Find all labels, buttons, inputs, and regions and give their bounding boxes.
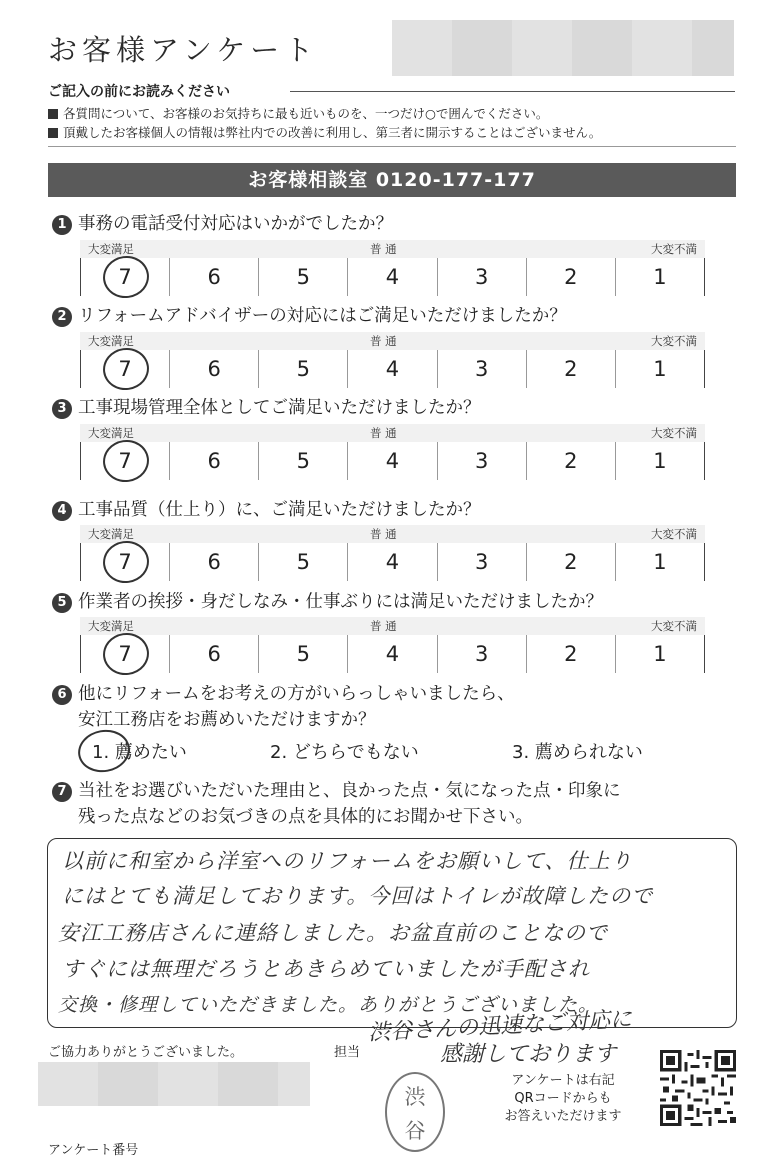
staff-label: 担当 (334, 1045, 361, 1060)
thanks-message: ご協力ありがとうございました。 (48, 1045, 244, 1060)
redacted-area-bottom (38, 1062, 310, 1106)
scale-label-center: 普 通 (370, 426, 397, 440)
handwritten-answer-line-4: すぐには無理だろうとあきらめていましたが手配され (62, 957, 590, 981)
rating-option-1[interactable]: 1 (653, 357, 667, 381)
question-number-badge: 3 (52, 399, 72, 419)
selected-circle-mark (100, 253, 151, 301)
question-7-line-2: 残った点などのお気づきの点を具体的にお聞かせ下さい。 (78, 807, 533, 827)
rating-option-6[interactable]: 6 (170, 635, 259, 673)
handwritten-extra-line-2: 感謝しております (440, 1042, 617, 1067)
question-number-badge: 5 (52, 593, 72, 613)
rating-option-2[interactable]: 2 (527, 258, 616, 296)
scale-label-center: 普 通 (370, 334, 397, 348)
page-title: お客様アンケート (48, 33, 319, 67)
rating-option-7[interactable]: 7 (81, 635, 170, 673)
handwritten-answer-line-2: にはとても満足しております。今回はトイレが故障したので (62, 884, 654, 908)
question-number-badge: 2 (52, 307, 72, 327)
rating-option-5[interactable]: 5 (259, 442, 348, 480)
question-number-badge: 6 (52, 685, 72, 705)
rating-option-6[interactable]: 6 (170, 442, 259, 480)
rating-option-4[interactable]: 4 (348, 635, 437, 673)
scale-label-left: 大変満足 (88, 619, 134, 633)
selected-circle-mark (100, 630, 151, 678)
rating-option-6[interactable]: 6 (170, 543, 259, 581)
customer-support-banner: お客様相談室 0120-177-177 (48, 163, 736, 197)
rating-option-1[interactable]: 1 (653, 642, 667, 666)
rating-option-4[interactable]: 4 (348, 543, 437, 581)
question-6: 6 他にリフォームをお考えの方がいらっしゃいましたら、 (52, 680, 515, 705)
handwritten-answer-line-1: 以前に和室から洋室へのリフォームをお願いして、仕上り (62, 849, 633, 873)
rating-scale-5 (80, 617, 705, 675)
scale-label-right: 大変不満 (651, 334, 697, 348)
question-number-badge: 1 (52, 215, 72, 235)
rating-option-2[interactable]: 2 (527, 635, 616, 673)
question-3: 3 工事現場管理全体としてご満足いただけましたか？ (52, 394, 481, 419)
question-number-badge: 7 (52, 782, 72, 802)
instructions-heading-line (290, 91, 735, 92)
rating-option-4[interactable]: 4 (348, 258, 437, 296)
rating-scale-4 (80, 525, 705, 583)
rating-option-3[interactable]: 3 (438, 543, 527, 581)
rating-option-5[interactable]: 5 (259, 543, 348, 581)
scale-label-center: 普 通 (370, 527, 397, 541)
rating-option-2[interactable]: 2 (527, 543, 616, 581)
question-5: 5 作業者の挨拶・身だしなみ・仕事ぶりには満足いただけましたか？ (52, 588, 603, 613)
rating-option-3[interactable]: 3 (438, 258, 527, 296)
handwritten-answer-line-3: 安江工務店さんに連絡しました。お盆直前のことなので (58, 921, 608, 945)
rating-scale-2 (80, 332, 705, 390)
rating-option-7[interactable]: 7 (81, 543, 170, 581)
rating-option-3[interactable]: 3 (438, 635, 527, 673)
selected-circle-mark (100, 538, 151, 586)
rating-option-6[interactable]: 6 (170, 258, 259, 296)
selected-circle-mark (100, 437, 151, 485)
question-2: 2 リフォームアドバイザーの対応にはご満足いただけましたか？ (52, 302, 567, 327)
scale-label-left: 大変満足 (88, 334, 134, 348)
question-7: 7 当社をお選びいただいた理由と、良かった点・気になった点・印象に (52, 777, 621, 802)
divider (48, 146, 736, 147)
scale-label-right: 大変不満 (651, 527, 697, 541)
rating-option-7[interactable]: 7 (81, 258, 170, 296)
rating-option-1[interactable]: 1 (653, 449, 667, 473)
selected-circle-mark (100, 345, 151, 393)
question-6-line-2: 安江工務店をお薦めいただけますか？ (78, 710, 376, 730)
rating-option-5[interactable]: 5 (259, 350, 348, 388)
rating-option-3[interactable]: 3 (438, 442, 527, 480)
handwritten-extra-line-1: 渋谷さんの迅速なご対応に (367, 1007, 633, 1046)
rating-option-6[interactable]: 6 (170, 350, 259, 388)
scale-label-right: 大変不満 (651, 426, 697, 440)
scale-label-left: 大変満足 (88, 242, 134, 256)
rating-option-7[interactable]: 7 (81, 350, 170, 388)
instructions-heading: ご記入の前にお読みください (48, 84, 230, 100)
square-bullet-icon (48, 109, 58, 119)
instruction-note-1: 各質問について、お客様のお気持ちに最も近いものを、一つだけ○で囲んでください。 (48, 104, 548, 122)
rating-option-5[interactable]: 5 (259, 258, 348, 296)
rating-option-4[interactable]: 4 (348, 350, 437, 388)
square-bullet-icon (48, 128, 58, 138)
question-1: 1 事務の電話受付対応はいかがでしたか？ (52, 210, 393, 235)
question-number-badge: 4 (52, 501, 72, 521)
scale-label-center: 普 通 (370, 619, 397, 633)
staff-seal-stamp: 渋 谷 (385, 1072, 445, 1152)
rating-option-5[interactable]: 5 (259, 635, 348, 673)
rating-scale-1 (80, 240, 705, 298)
scale-label-right: 大変不満 (651, 242, 697, 256)
q6-option-2[interactable]: 2. どちらでもない (270, 742, 419, 763)
redacted-area-top (392, 20, 734, 76)
rating-option-7[interactable]: 7 (81, 442, 170, 480)
handwritten-answer-line-5: 交換・修理していただきました。ありがとうございました。 (58, 994, 599, 1016)
rating-option-1[interactable]: 1 (653, 265, 667, 289)
scale-label-left: 大変満足 (88, 426, 134, 440)
qr-instruction: アンケートは右記 QRコードからも お答えいただけます (504, 1073, 622, 1124)
rating-scale-3 (80, 424, 705, 482)
selected-circle-mark (75, 726, 134, 776)
rating-option-2[interactable]: 2 (527, 350, 616, 388)
rating-option-1[interactable]: 1 (653, 550, 667, 574)
qr-code-icon[interactable] (660, 1050, 736, 1126)
instruction-note-2: 頂戴したお客様個人の情報は弊社内での改善に利用し、第三者に開示することはございません。 (48, 123, 601, 141)
rating-option-3[interactable]: 3 (438, 350, 527, 388)
question-4: 4 工事品質（仕上り）に、ご満足いただけましたか？ (52, 496, 481, 521)
rating-option-2[interactable]: 2 (527, 442, 616, 480)
scale-label-right: 大変不満 (651, 619, 697, 633)
survey-number-label: アンケート番号 (48, 1143, 139, 1158)
scale-label-center: 普 通 (370, 242, 397, 256)
rating-option-4[interactable]: 4 (348, 442, 437, 480)
q6-option-3[interactable]: 3. 薦められない (512, 742, 643, 763)
scale-label-left: 大変満足 (88, 527, 134, 541)
q6-option-1[interactable]: 1. 薦めたい (92, 738, 187, 764)
